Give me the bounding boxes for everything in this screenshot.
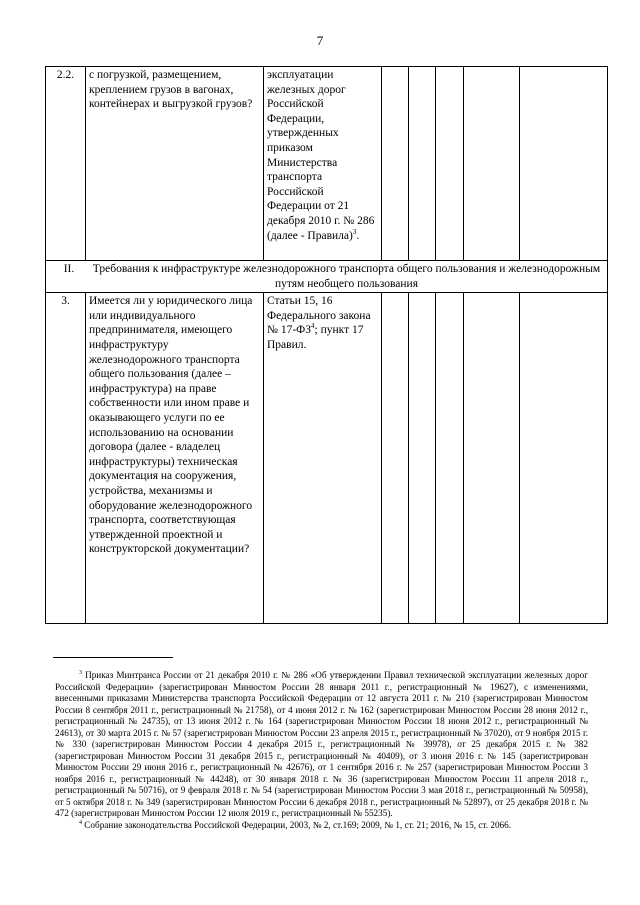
comment-cell	[520, 67, 608, 261]
requirements-table	[45, 66, 608, 624]
row-number: 3.	[46, 293, 86, 624]
footnote: $^4$ Собрание законодательства Российской Федерации, 2003, № 2, ст.169; 2009, № 1, ст. 21; 2016, № 15, ст. 2066.	[79, 819, 512, 830]
question-cell: с погрузкой, размещением, креплением грузов в вагонах, контейнерах и выгрузкой грузов?	[86, 67, 264, 261]
answer-na-cell	[436, 67, 464, 261]
row-number: 2.2.	[46, 67, 86, 261]
table-row	[46, 293, 608, 624]
answer-na-cell	[436, 293, 464, 624]
section-row	[46, 261, 608, 293]
note-cell	[464, 293, 520, 624]
table-row	[46, 67, 608, 261]
reference-cell: Статьи 15, 16 Федерального закона № $17-ФЗ^4$; пункт 17 Правил.	[264, 293, 382, 624]
question-cell: Имеется ли у юридического лица или индивидуального предпринимателя, имеющего инфраструктуру железнодорожного транспорта общего пользования (далее – инфраструктура) на праве собственности или ином праве и оказывающего услуги по ее использованию на основании договора (далее - владелец инфраструктуры) техническая документация на сооружения, устройства, механизмы и оборудование железнодорожного транспорта, соответствующая утвержденной проектной и конструкторской документации?	[86, 293, 264, 624]
answer-no-cell	[409, 67, 436, 261]
answer-no-cell	[409, 293, 436, 624]
section-title: Требования к инфраструктуре железнодорожного транспорта общего пользования и железнодорожным путям необщего пользования	[92, 263, 601, 290]
page-number: 7	[316, 33, 324, 48]
answer-yes-cell	[382, 67, 409, 261]
footnotes	[55, 670, 588, 831]
reference-cell: эксплуатации железных дорог Российской Федерации, утвержденных приказом Министерства транспорта Российской Федерации от 21 декабря 2010 г. № 286 (далее - Правила)$^3$.	[264, 67, 382, 261]
answer-yes-cell	[382, 293, 409, 624]
footnote-separator	[53, 657, 173, 658]
section-number: II.	[63, 263, 75, 275]
note-cell	[464, 67, 520, 261]
footnote: $^3$ Приказ Минтранса России от 21 декабря 2010 г. № 286 «Об утверждении Правил технической эксплуатации железных дорог Российской Федерации» (зарегистрирован Минюстом России 28 января 2011 г., регистрационный № 19627), с изменениями, внесенными приказами Министерства транспорта Российской Федерации от 12 августа 2011 г. № 210 (зарегистрирован Минюстом России 8 сентября 2011 г., регистрационный № 21758), от 4 июня 2012 г. № 162 (зарегистрирован Минюстом России 28 июня 2012 г., регистрационный № 24735), от 13 июня 2012 г. № 164 (зарегистрирован Минюстом России 18 июня 2012 г., регистрационный № 24613), от 30 марта 2015 г. № 57 (зарегистрирован Минюстом России 23 апреля 2015 г., регистрационный № 37020), от 9 ноября 2015 г. № 330 (зарегистрирован Минюстом России 4 декабря 2015 г., регистрационный № 39978), от 25 декабря 2015 г. № 382 (зарегистрирован Минюстом России 31 декабря 2015 г., регистрационный № 40409), от 3 июня 2016 г. № 145 (зарегистрирован Минюстом России 29 июня 2016 г., регистрационный № 42676), от 1 сентября 2016 г. № 257 (зарегистрирован Минюстом России 3 ноября 2016 г., регистрационный № 44248), от 30 января 2018 г. № 36 (зарегистрирован Минюстом России 11 апреля 2018 г., регистрационный № 50716), от 9 февраля 2018 г. № 54 (зарегистрирован Минюстом России 3 мая 2018 г., регистрационный № 50958), от 5 октября 2018 г. № 349 (зарегистрирован Минюстом России 6 декабря 2018 г., регистрационный № 52897), от 25 декабря 2018 г. № 472 (зарегистрирован Минюстом России 12 июля 2019 г., регистрационный № 55235).	[55, 669, 589, 818]
comment-cell	[520, 293, 608, 624]
